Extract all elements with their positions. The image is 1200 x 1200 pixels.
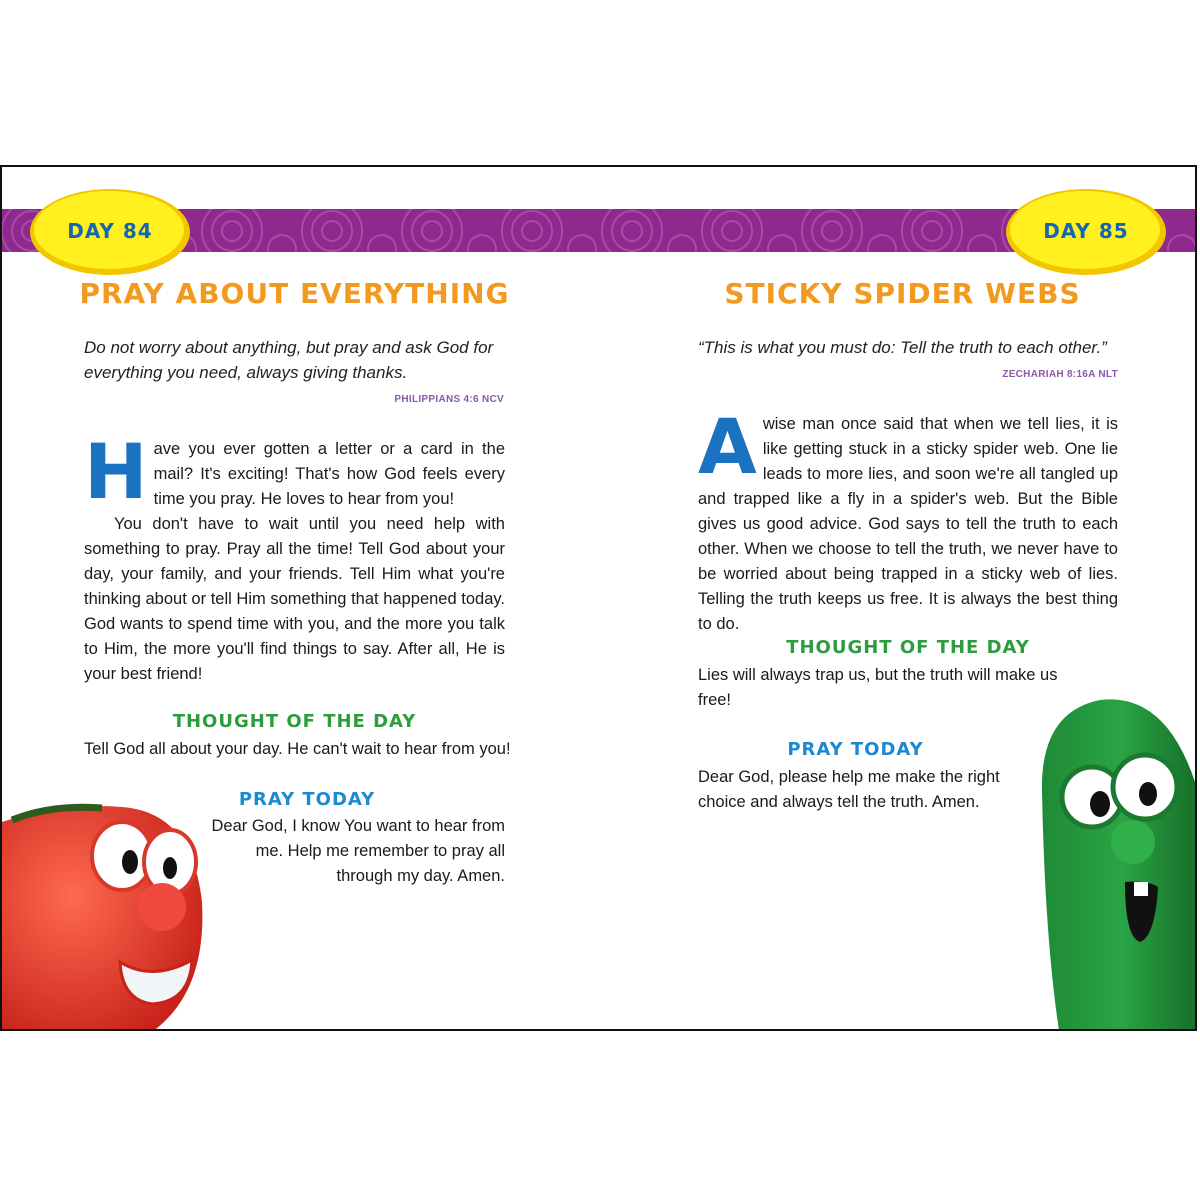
paragraph-1: wise man once said that when we tell lies, it is like getting stuck in a sticky spider web. One lie leads to more lies, and soon we're all tangled up and trapped like a fly in a spider's web. But the Bible gives us good advice. God says to tell the truth to each other. When we choose to tell the truth, we never have to be worried about being trapped in a sticky web of lies. Telling the truth keeps us free. It is always the best thing to do. [698,415,1118,633]
prayer-text: Dear God, please help me make the right choice and always tell the truth. Amen. [698,768,1000,811]
dropcap: H [84,427,148,516]
scripture-reference: ZECHARIAH 8:16A NLT [1002,369,1118,380]
pray-heading: PRAY TODAY [238,789,376,810]
day-badge [30,189,190,275]
scripture-verse: “This is what you must do: Tell the truth to each other.” [698,338,1107,357]
prayer-text: Dear God, I know You want to hear from me. Help me remember to pray all through my day. Amen. [211,817,505,885]
thought-text: Tell God all about your day. He can't wait to hear from you! [84,740,511,758]
dropcap: A [698,402,757,491]
devotional-body [698,402,1118,637]
tomato-character-icon [2,792,207,1031]
day-label: DAY 84 [67,219,153,243]
day-badge [1006,189,1166,275]
paragraph-1: ave you ever gotten a letter or a card in the mail? It's exciting! That's how God feels every time you pray. He loves to hear from you! [153,440,505,508]
left-page [2,167,600,1029]
thought-heading: THOUGHT OF THE DAY [172,711,417,732]
page-title: PRAY ABOUT EVERYTHING [79,277,510,310]
thought-text: Lies will always trap us, but the truth will make us free! [698,666,1058,709]
thought-heading: THOUGHT OF THE DAY [786,637,1030,658]
cucumber-character-icon [1030,692,1197,1031]
devotional-body [84,427,505,687]
scripture-verse: Do not worry about anything, but pray and ask God for everything you need, always giving thanks. [84,338,494,382]
day-label: DAY 85 [1043,219,1129,243]
right-page [600,167,1197,1029]
scripture-reference: PHILIPPIANS 4:6 NCV [394,394,504,405]
pray-heading: PRAY TODAY [787,739,924,760]
book-spread [0,165,1197,1031]
page-title: STICKY SPIDER WEBS [724,277,1081,310]
paragraph-2: You don't have to wait until you need help with something to pray. Pray all the time! Tell God about your day, your family, and your friends. Tell Him what you're thinking about or tell Him something that happened today. God wants to spend time with you, and the more you talk to Him, the more you'll find things to say. After all, He is your best friend! [84,515,505,683]
